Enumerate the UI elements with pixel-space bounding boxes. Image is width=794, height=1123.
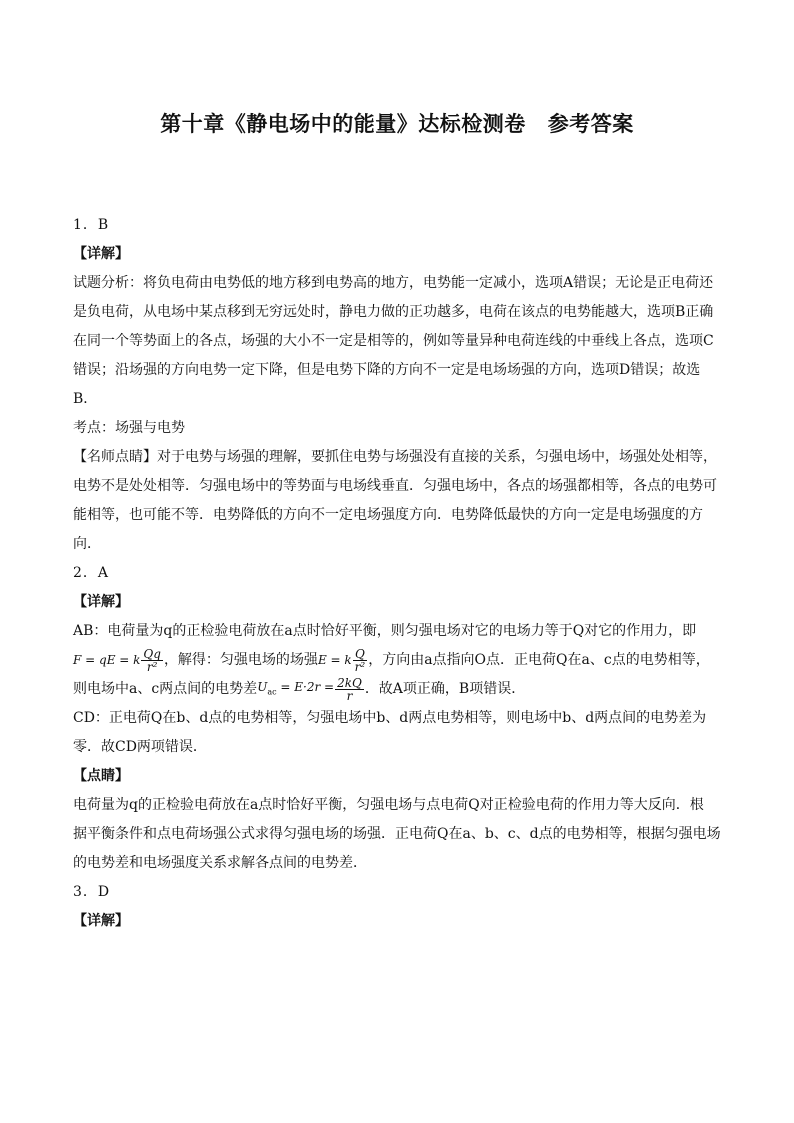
formula-force: F = qE = k (73, 653, 141, 667)
fraction-numerator: Qq (143, 646, 161, 661)
q1-tip-line-1: 【名师点睛】对于电势与场强的理解，要抓住电势与场强没有直接的关系，匀强电场中，场强处处相等， (73, 449, 717, 465)
page-title (0, 108, 794, 138)
q2-comment-line-1: 电荷量为q的正检验电荷放在a点时恰好平衡，匀强电场与点电荷Q对正检验电荷的作用力等大反向．根 (73, 797, 704, 813)
q2-cd-line-2: 零．故CD两项错误． (73, 739, 207, 755)
q1-tip-line-4: 向． (73, 536, 101, 552)
q2-ab-line-3-text: 则电场中a、c两点间的电势差 (73, 681, 258, 697)
q1-tip-line-3: 能相等，也可能不等．电势降低的方向不一定电场强度方向．电势降低最快的方向一定是电场强度的方 (73, 507, 703, 523)
formula-mid: = E·2r = (276, 680, 335, 695)
q1-analysis-line-1: 试题分析：将负电荷由电势低的地方移到电势高的地方，电势能一定减小，选项A错误；无论是正电荷还 (73, 275, 714, 291)
title-sub: 参考答案 (547, 111, 634, 136)
q1-analysis-line-5: B． (73, 391, 98, 407)
q3-number: 3．D (73, 884, 111, 900)
formula-potential-diff (257, 681, 334, 696)
q1-analysis-line-3: 在同一个等势面上的各点，场强的大小不一定是相等的，例如等量异种电荷连线的中垂线上各点，选项C (73, 333, 714, 349)
symbol-u: U (257, 680, 268, 695)
fraction-denominator: r² (146, 659, 158, 674)
fraction-q-r2 (353, 648, 368, 673)
q3-detail-heading: 【详解】 (73, 913, 129, 929)
q1-analysis-line-2: 是负电荷，从电场中某点移到无穷远处时，静电力做的正功越多，电荷在该点的电势能越大，选项B正确 (73, 304, 714, 320)
fraction-qq-r2 (141, 648, 163, 673)
q2-detail-heading: 【详解】 (73, 594, 129, 610)
fraction-numerator: 2kQ (337, 675, 362, 690)
q1-number: 1．B (73, 217, 110, 233)
q1-analysis-line-4: 错误；沿场强的方向电势一定下降，但是电势下降的方向不一定是电场场强的方向，选项D错误；故选 (73, 362, 701, 378)
q2-comment-line-2: 据平衡条件和点电荷场强公式求得匀强电场的场强．正电荷Q在a、b、c、d点的电势相等，根据匀强电场 (73, 826, 721, 842)
q2-comment-heading: 【点睛】 (73, 768, 129, 784)
q2-comment-line-3: 的电势差和电场强度关系求解各点间的电势差． (73, 855, 367, 871)
q2-ab-line-3-tail: ．故A项正确，B项错误． (364, 681, 526, 697)
q2-cd-line-1: CD：正电荷Q在b、d点的电势相等，匀强电场中b、d两点电势相等，则电场中b、d两点间的电势差为 (73, 710, 707, 726)
formula-field: E = k (317, 653, 352, 667)
fraction-numerator: Q (355, 646, 365, 661)
q2-ab-line-2 (73, 646, 723, 675)
fraction-2kq-r (335, 677, 364, 702)
fraction-denominator: r² (354, 659, 366, 674)
fraction-denominator: r (346, 688, 353, 703)
q2-ab-line-1: AB：电荷量为q的正检验电荷放在a点时恰好平衡，则匀强电场对它的电场力等于Q对它的作用力，即 (73, 623, 697, 639)
subscript-ac: ac (267, 687, 277, 697)
q2-ab-line-2-tail: ，方向由a点指向O点．正电荷Q在a、c点的电势相等， (368, 652, 710, 668)
q1-detail-heading: 【详解】 (73, 246, 129, 262)
q2-number: 2．A (73, 565, 110, 581)
q1-kaodian: 考点：场强与电势 (73, 420, 185, 436)
q1-tip-line-2: 电势不是处处相等．匀强电场中的等势面与电场线垂直．匀强电场中，各点的场强都相等，各点的电势可 (73, 478, 717, 494)
q2-ab-line-2-text: ，解得：匀强电场的场强 (163, 652, 318, 668)
answer-content (73, 211, 723, 936)
title-main: 第十章《静电场中的能量》达标检测卷 (160, 111, 526, 136)
q2-ab-line-3 (73, 675, 723, 704)
